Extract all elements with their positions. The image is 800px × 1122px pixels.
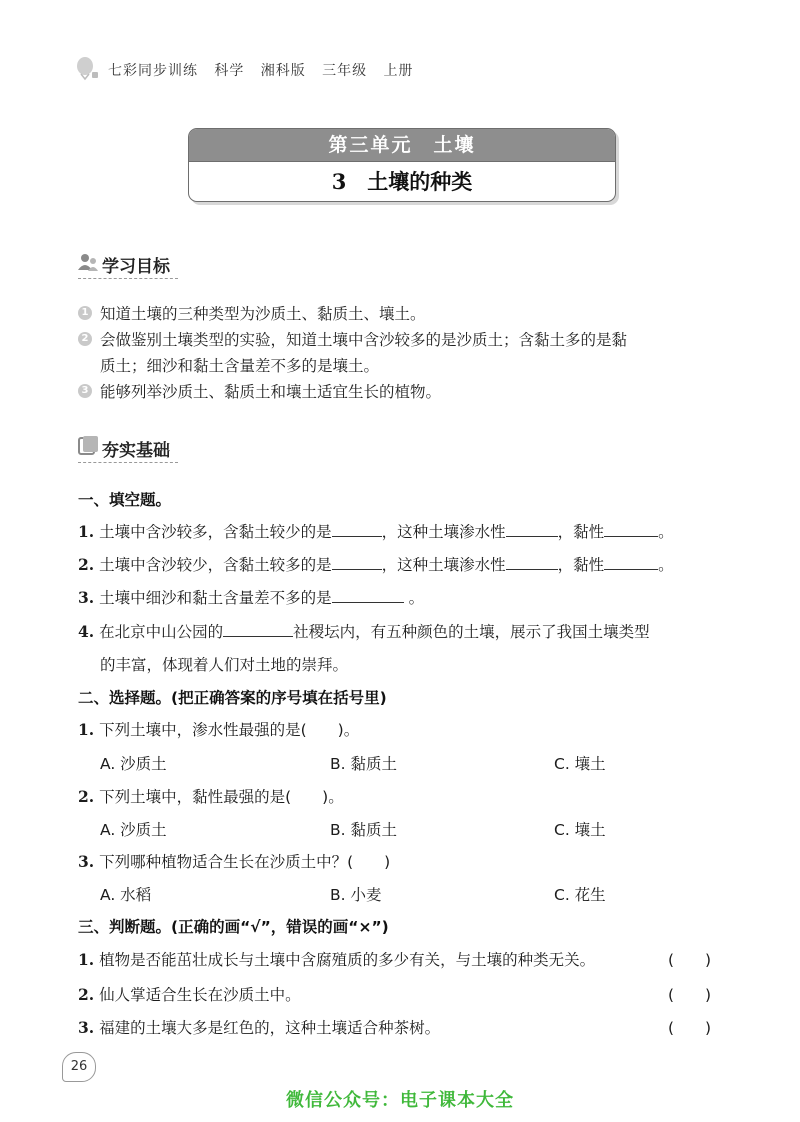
choice-question-3 — [78, 850, 390, 872]
judge-question-2 — [78, 983, 301, 1005]
answer-parentheses[interactable]: ( ) — [668, 951, 712, 969]
fill-question-2 — [78, 553, 674, 575]
question-text: 下列哪种植物适合生长在沙质土中？( ) — [99, 853, 391, 871]
objective-1-line-1: 知道土壤的三种类型为沙质土、黏质土、壤土。 — [100, 305, 426, 323]
header-grade: 三年级 — [322, 63, 368, 79]
answer-blank[interactable] — [332, 553, 382, 570]
option-a[interactable]: A. 沙质土 — [100, 755, 167, 773]
question-text: 。 — [403, 589, 425, 607]
question-number: 4. — [78, 622, 95, 641]
option-b[interactable]: B. 小麦 — [330, 886, 382, 904]
question-number: 2. — [78, 787, 95, 806]
header-volume: 上册 — [383, 63, 414, 79]
choice-question-1 — [78, 718, 359, 740]
question-text: 社稷坛内，有五种颜色的土壤，展示了我国土壤类型 — [293, 623, 650, 641]
objective-number: 1 — [78, 306, 92, 320]
question-text: 下列土壤中，渗水性最强的是( )。 — [99, 721, 360, 739]
book-header — [108, 60, 413, 80]
option-c[interactable]: C. 壤土 — [554, 755, 606, 773]
option-b[interactable]: B. 黏质土 — [330, 821, 397, 839]
fill-question-4 — [78, 620, 650, 642]
answer-blank[interactable] — [506, 520, 558, 537]
basics-underline — [78, 462, 178, 463]
question-text: ，黏性 — [557, 556, 605, 574]
option-a[interactable]: A. 水稻 — [100, 886, 152, 904]
judge-section-title: 三、判断题。(正确的画“√”，错误的画“×”) — [78, 918, 389, 936]
notebook-icon — [78, 436, 98, 456]
question-number: 1. — [78, 950, 95, 969]
objective-2-line-1: 会做鉴别土壤类型的实验，知道土壤中含沙较多的是沙质土；含黏土多的是黏 — [100, 331, 628, 349]
header-edition: 湘科版 — [260, 63, 306, 79]
judge-question-1 — [78, 948, 595, 970]
judge-question-3 — [78, 1016, 440, 1038]
objective-2-line-2: 质土；细沙和黏土含量差不多的是壤土。 — [100, 357, 380, 375]
question-text: ，这种土壤渗水性 — [381, 523, 506, 541]
question-text: 。 — [658, 523, 674, 541]
question-text: 仙人掌适合生长在沙质土中。 — [99, 986, 301, 1004]
question-text: 。 — [658, 556, 674, 574]
watermark-text: 微信公众号：电子课本大全 — [286, 1090, 514, 1111]
objective-number: 3 — [78, 384, 92, 398]
option-a[interactable]: A. 沙质土 — [100, 821, 167, 839]
fill-question-3 — [78, 586, 424, 608]
option-b[interactable]: B. 黏质土 — [330, 755, 397, 773]
unit-title: 第三单元 土壤 — [189, 129, 615, 161]
basics-heading: 夯实基础 — [102, 441, 170, 461]
question-text: 植物是否能茁壮成长与土壤中含腐殖质的多少有关，与土壤的种类无关。 — [99, 951, 596, 969]
choice-section-title: 二、选择题。(把正确答案的序号填在括号里) — [78, 689, 387, 707]
choice-question-2 — [78, 785, 344, 807]
question-number: 2. — [78, 555, 95, 574]
answer-blank[interactable] — [223, 620, 293, 637]
fill-question-1 — [78, 520, 674, 542]
option-c[interactable]: C. 花生 — [554, 886, 606, 904]
question-text: 土壤中含沙较少，含黏土较多的是 — [99, 556, 332, 574]
objectives-underline — [78, 278, 178, 279]
question-text: 在北京中山公园的 — [99, 623, 224, 641]
question-text: 土壤中细沙和黏土含量差不多的是 — [99, 589, 332, 607]
answer-parentheses[interactable]: ( ) — [668, 986, 712, 1004]
question-number: 3. — [78, 588, 95, 607]
balloon-logo-icon — [74, 56, 100, 82]
objective-number: 2 — [78, 332, 92, 346]
answer-blank[interactable] — [332, 520, 382, 537]
question-number: 3. — [78, 852, 95, 871]
question-number: 1. — [78, 522, 95, 541]
lesson-title-box — [188, 128, 616, 202]
answer-blank[interactable] — [506, 553, 558, 570]
question-text: ，黏性 — [557, 523, 605, 541]
option-c[interactable]: C. 壤土 — [554, 821, 606, 839]
header-subject: 科学 — [214, 63, 245, 79]
question-number: 1. — [78, 720, 95, 739]
header-series: 七彩同步训练 — [108, 63, 198, 79]
objective-3-line-1: 能够列举沙质土、黏质土和壤土适宜生长的植物。 — [100, 383, 442, 401]
answer-parentheses[interactable]: ( ) — [668, 1019, 712, 1037]
lesson-title: 3 土壤的种类 — [189, 161, 615, 202]
answer-blank[interactable] — [604, 520, 658, 537]
fill-question-4-continuation: 的丰富，体现着人们对土地的崇拜。 — [100, 656, 349, 674]
page-number: 26 — [62, 1052, 96, 1082]
question-text: 福建的土壤大多是红色的，这种土壤适合种茶树。 — [99, 1019, 441, 1037]
question-text: 下列土壤中，黏性最强的是( )。 — [99, 788, 344, 806]
fill-section-title: 一、填空题。 — [78, 491, 172, 509]
question-number: 3. — [78, 1018, 95, 1037]
answer-blank[interactable] — [332, 586, 404, 603]
answer-blank[interactable] — [604, 553, 658, 570]
question-text: 土壤中含沙较多，含黏土较少的是 — [99, 523, 332, 541]
question-text: ，这种土壤渗水性 — [381, 556, 506, 574]
objectives-heading: 学习目标 — [102, 257, 170, 277]
question-number: 2. — [78, 985, 95, 1004]
learners-icon — [78, 252, 98, 272]
